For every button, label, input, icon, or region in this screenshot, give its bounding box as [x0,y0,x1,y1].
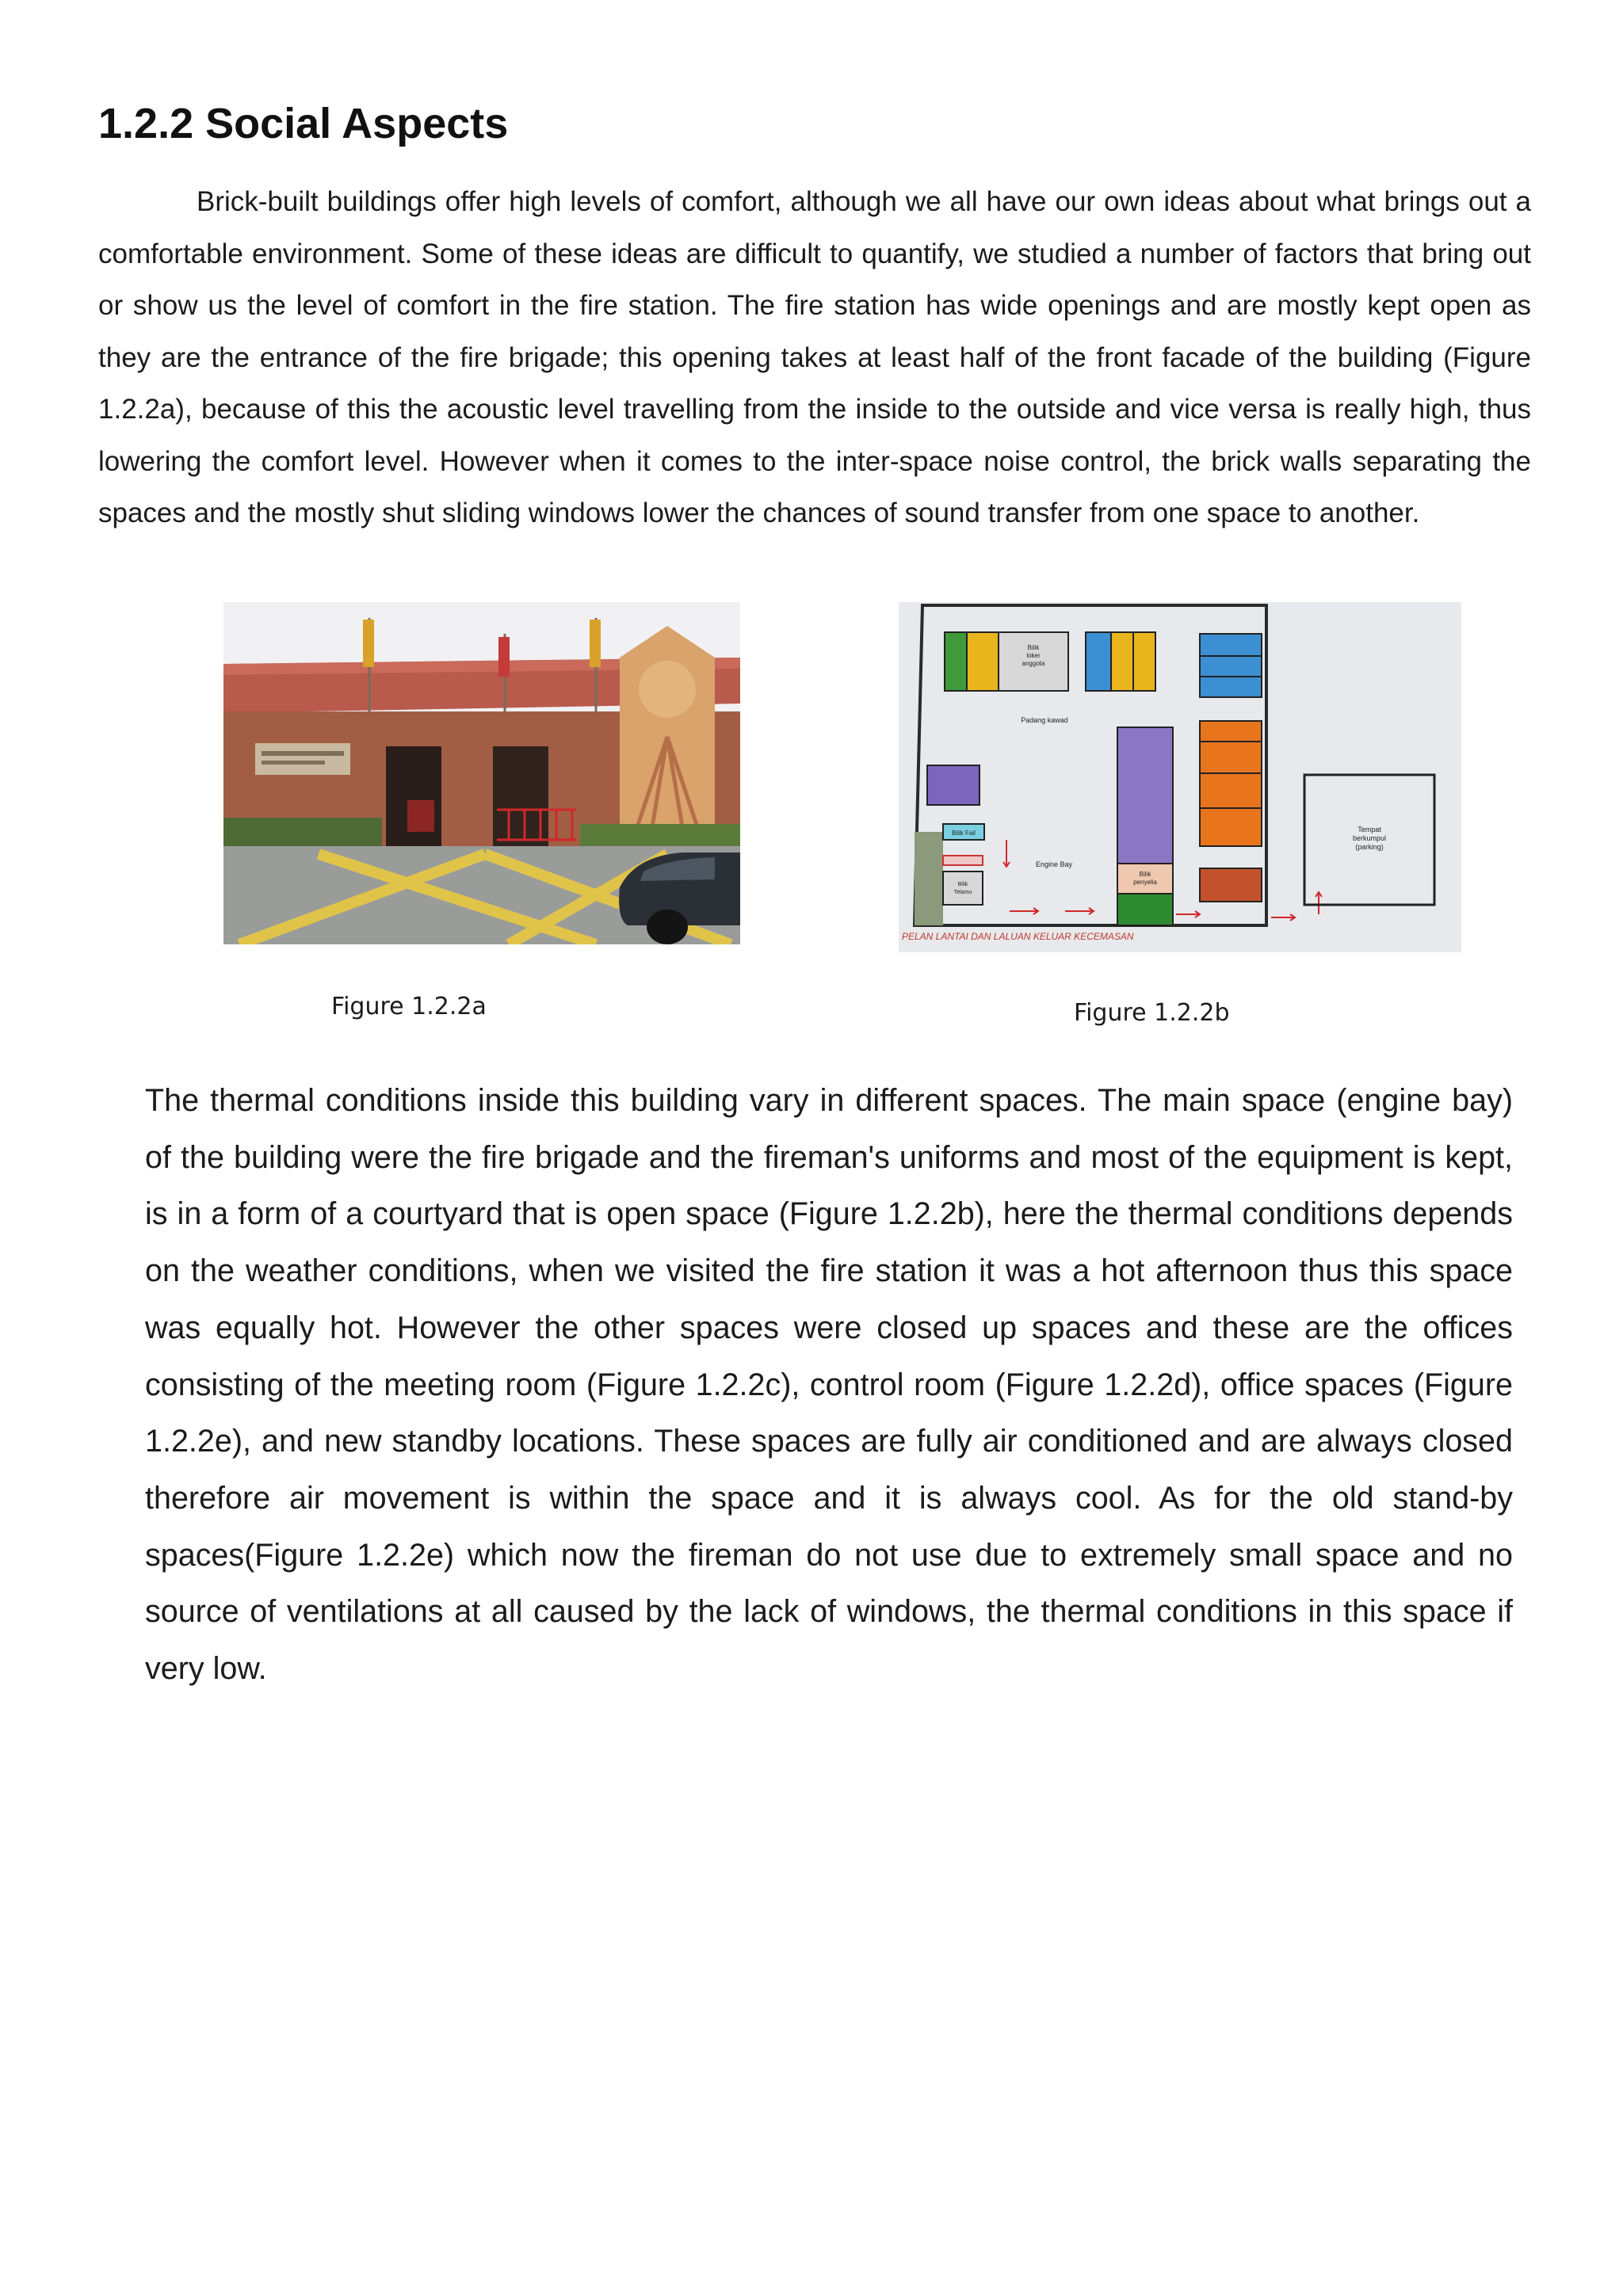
plan-label-fail: Bilik Fail [952,830,976,837]
plan-label-loker-1: Bilik [1027,644,1040,651]
figure-caption-a: Figure 1.2.2a [331,993,487,1020]
floor-plan-diagram [899,602,1461,952]
fire-station-photo [223,602,740,944]
section-heading: 1.2.2 Social Aspects [98,100,509,147]
paragraph-thermal: The thermal conditions inside this building vary in different spaces. The main space (engine bay) of the building were the fire brigade and the fireman's uniforms and most of the equipment is kept, is in a form of a courtyard that is open space (Figure 1.2.2b), here the thermal conditions depends on the weather conditions, when we visited the fire station it was a hot afternoon thus this space was equally hot. However the other spaces were closed up spaces and these are the offices consisting of the meeting room (Figure 1.2.2c), control room (Figure 1.2.2d), office spaces (Figure 1.2.2e), and new standby locations. These spaces are fully air conditioned and are always closed therefore air movement is within the space and it is always cool. As for the old stand-by spaces(Figure 1.2.2e) which now the fireman do not use due to extremely small space and no source of ventilations at all caused by the lack of windows, the thermal conditions in this space if very low. [145,1083,1513,1687]
plan-label-tempat-3: (parking) [1355,843,1384,851]
plan-label-loker-3: anggota [1022,660,1045,667]
figure-caption-b: Figure 1.2.2b [1074,999,1230,1027]
plan-label-tempat-1: Tempat [1358,826,1381,833]
plan-label-tempat-2: berkumpul [1352,834,1387,842]
plan-label-telamu-2: Telamu [953,890,972,895]
paragraph-acoustics: Brick-built buildings offer high levels of comfort, although we all have our own ideas about what brings out a comfortable environment. Some of these ideas are difficult to quantify, we studied a number of factors that bring out or show us the level of comfort in the fire station. The fire station has wide openings and are mostly kept open as they are the entrance of the fire brigade; this opening takes at least half of the front facade of the building (Figure 1.2.2a), because of this the acoustic level travelling from the inside to the outside and vice versa is really high, thus lowering the comfort level. However when it comes to the inter-space noise control, the brick walls separating the spaces and the mostly shut sliding windows lower the chances of sound transfer from one space to another. [98,186,1531,528]
plan-label-penyelia-1: Bilik [1139,871,1151,878]
plan-label-padang: Padang kawad [1021,716,1068,724]
plan-footer-title: PELAN LANTAI DAN LALUAN KELUAR KECEMASAN [902,931,1134,942]
plan-label-penyelia-2: penyelia [1133,879,1157,886]
plan-label-loker-2: loker [1026,652,1041,659]
plan-label-telamu-1: Bilik [957,882,968,887]
plan-label-engine-bay: Engine Bay [1035,860,1073,868]
